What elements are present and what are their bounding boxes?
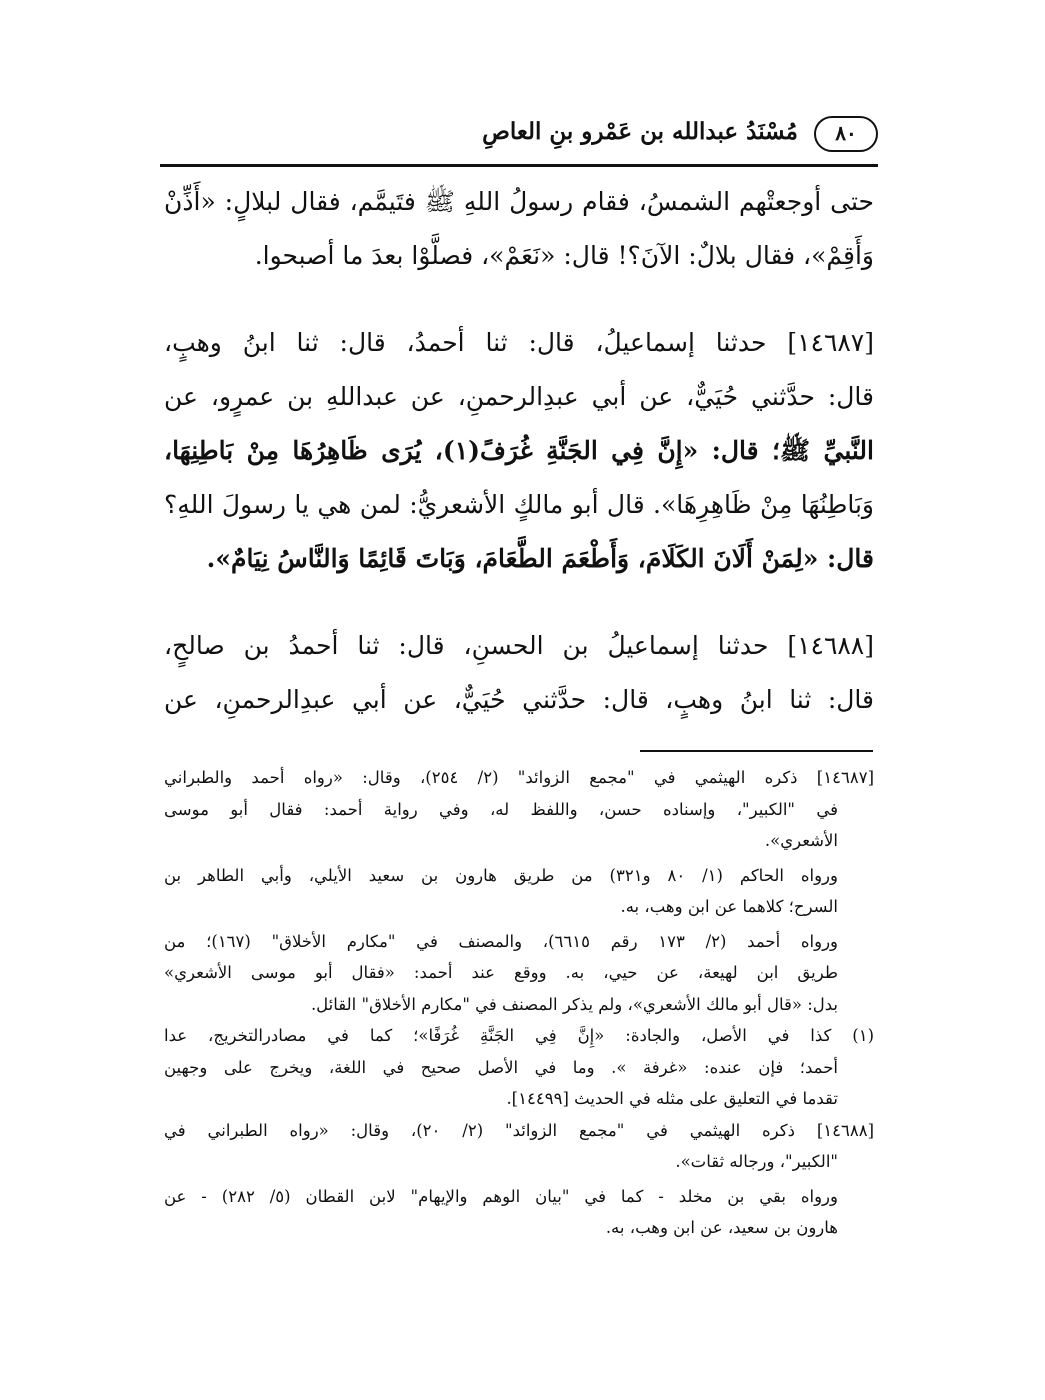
footnotes xyxy=(164,762,874,1244)
text-line: وَبَاطِنُهَا مِنْ ظَاهِرِهَا». قال أبو مالكٍ الأشعريُّ: لمن هي يا رسولَ اللهِ؟ xyxy=(164,490,874,519)
footnote-line: السرح؛ كلاهما عن ابن وهب، به. xyxy=(620,897,838,916)
running-title: مُسْنَدُ عبدالله بن عَمْرو بنِ العاصِ xyxy=(482,118,798,145)
footnote-line: ورواه بقي بن مخلد - كما في "بيان الوهم والإيهام" لابن القطان (٥/ ٢٨٢) - عن xyxy=(164,1186,838,1206)
footnote-line: طريق ابن لهيعة، عن حيي، به. ووقع عند أحمد: «فقال أبو موسى الأشعري» xyxy=(164,963,838,982)
footnote-line: في "الكبير"، وإسناده حسن، واللفظ له، وفي رواية أحمد: فقال أبو موسى xyxy=(164,799,838,819)
footnote-line: الأشعري». xyxy=(764,831,838,850)
footnote-line: (١) كذا في الأصل، والجادة: «إِنَّ فِي الجَنَّةِ غُرَفًا»؛ كما في مصادرالتخريج، عدا xyxy=(164,1026,874,1045)
footnote-line: [١٤٦٨٨] ذكره الهيثمي في "مجمع الزوائد" (٢/ ٢٠)، وقال: «رواه الطبراني في xyxy=(164,1120,875,1140)
text-line: قال: ثنا ابنُ وهبٍ، قال: حدَّثني حُيَيٌّ، عن أبي عبدِالرحمنِ، عن xyxy=(164,685,874,714)
header-rule xyxy=(160,164,878,167)
footnote-separator xyxy=(640,750,873,752)
hadith-14688-line: [١٤٦٨٨] حدثنا إسماعيلُ بن الحسنِ، قال: ثنا أحمدُ بن صالحٍ، xyxy=(164,631,874,660)
text-line: حتى أوجعتْهم الشمسُ، فقام رسولُ اللهِ ﷺ فتَيمَّم، فقال لبلالٍ: «أَذِّنْ xyxy=(164,187,874,216)
page-number: ٨٠ xyxy=(814,116,878,152)
footnote-line: ورواه أحمد (٢/ ١٧٣ رقم ٦٦١٥)، والمصنف في "مكارم الأخلاق" (١٦٧)؛ من xyxy=(164,931,839,951)
text-line: النَّبيِّ ﷺ؛ قال: «إِنَّ فِي الجَنَّةِ غُرَفً(١)، يُرَى ظَاهِرُهَا مِنْ بَاطِنِهَا، xyxy=(164,436,874,465)
footnote-line: ورواه الحاكم (١/ ٨٠ و٣٢١) من طريق هارون بن سعيد الأيلي، وأبي الطاهر بن xyxy=(164,865,838,885)
text-line: قال: «لِمَنْ أَلَانَ الكَلَامَ، وَأَطْعَمَ الطَّعَامَ، وَبَاتَ قَائِمًا وَالنَّاسُ نِيَامٌ». xyxy=(206,544,874,573)
footnote-line: بدل: «قال أبو مالك الأشعري»، ولم يذكر المصنف في "مكارم الأخلاق" القائل. xyxy=(310,994,838,1014)
main-text xyxy=(164,175,874,727)
footnote-line: أحمد؛ فإن عنده: «غرفة ». وما في الأصل صحيح في اللغة، ويخرج على وجهين xyxy=(164,1057,839,1077)
page-header xyxy=(160,112,878,156)
footnote-line: تقدما في التعليق على مثله في الحديث [١٤٤٩٩]. xyxy=(506,1089,838,1108)
text-line: وَأَقِمْ»، فقال بلالٌ: الآنَ؟! قال: «نَعَمْ»، فصلَّوْا بعدَ ما أصبحوا. xyxy=(254,241,874,270)
footnote-line: "الكبير"، ورجاله ثقات». xyxy=(675,1152,838,1171)
text-line: قال: حدَّثني حُيَيٌّ، عن أبي عبدِالرحمنِ، عن عبداللهِ بن عمرٍو، عن xyxy=(164,382,874,411)
footnote-line: هارون بن سعيد، عن ابن وهب، به. xyxy=(605,1218,838,1237)
hadith-14687-line: [١٤٦٨٧] حدثنا إسماعيلُ، قال: ثنا أحمدُ، قال: ثنا ابنُ وهبٍ، xyxy=(164,328,874,357)
footnote-line: [١٤٦٨٧] ذكره الهيثمي في "مجمع الزوائد" (٢/ ٢٥٤)، وقال: «رواه أحمد والطبراني xyxy=(164,768,874,787)
